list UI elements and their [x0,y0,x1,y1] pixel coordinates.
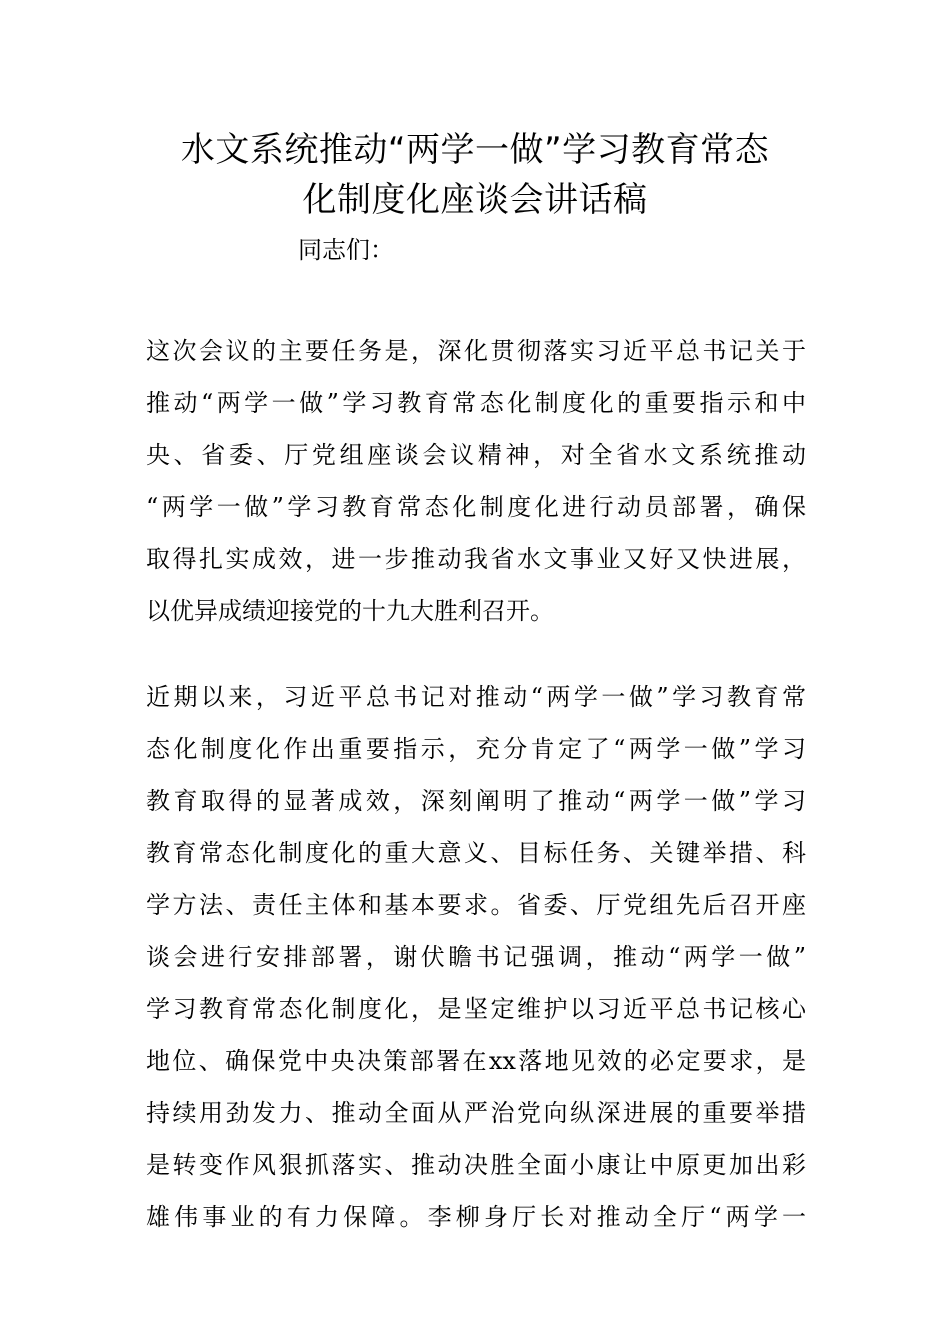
paragraph-2 [146,671,806,1243]
paragraph-1 [146,325,806,637]
paragraph-line: 教育取得的显著成效，深刻阐明了推动“两学一做”学习 [146,787,806,815]
paragraph-line: 雄伟事业的有力保障。李柳身厅长对推动全厅“两学一 [146,1203,806,1231]
salutation: 同志们： [298,236,394,264]
paragraph-line: 取得扎实成效，进一步推动我省水文事业又好又快进展， [146,545,806,573]
paragraph-line: “两学一做”学习教育常态化制度化进行动员部署，确保 [146,493,806,521]
paragraph-line: 学方法、责任主体和基本要求。省委、厅党组先后召开座 [146,891,806,919]
paragraph-line: 近期以来，习近平总书记对推动“两学一做”学习教育常 [146,683,806,711]
paragraph-line: 学习教育常态化制度化，是坚定维护以习近平总书记核心 [146,995,806,1023]
document-title-line-2: 化制度化座谈会讲话稿 [302,180,648,220]
paragraph-line: 是转变作风狠抓落实、推动决胜全面小康让中原更加出彩 [146,1151,806,1179]
paragraph-line: 教育常态化制度化的重大意义、目标任务、关键举措、科 [146,839,806,867]
paragraph-line: 央、省委、厅党组座谈会议精神，对全省水文系统推动 [146,441,806,469]
paragraph-line: 以优异成绩迎接党的十九大胜利召开。 [146,597,554,625]
paragraph-line: 推动“两学一做”学习教育常态化制度化的重要指示和中 [146,389,806,417]
paragraph-line: 持续用劲发力、推动全面从严治党向纵深进展的重要举措 [146,1099,806,1127]
paragraph-line: 态化制度化作出重要指示，充分肯定了“两学一做”学习 [146,735,806,763]
paragraph-line: 地位、确保党中央决策部署在xx落地见效的必定要求，是 [146,1047,806,1075]
paragraph-line: 这次会议的主要任务是，深化贯彻落实习近平总书记关于 [146,337,806,365]
document-title-line-1: 水文系统推动“两学一做”学习教育常态 [180,130,770,170]
paragraph-line: 谈会进行安排部署，谢伏瞻书记强调，推动“两学一做” [146,943,806,971]
